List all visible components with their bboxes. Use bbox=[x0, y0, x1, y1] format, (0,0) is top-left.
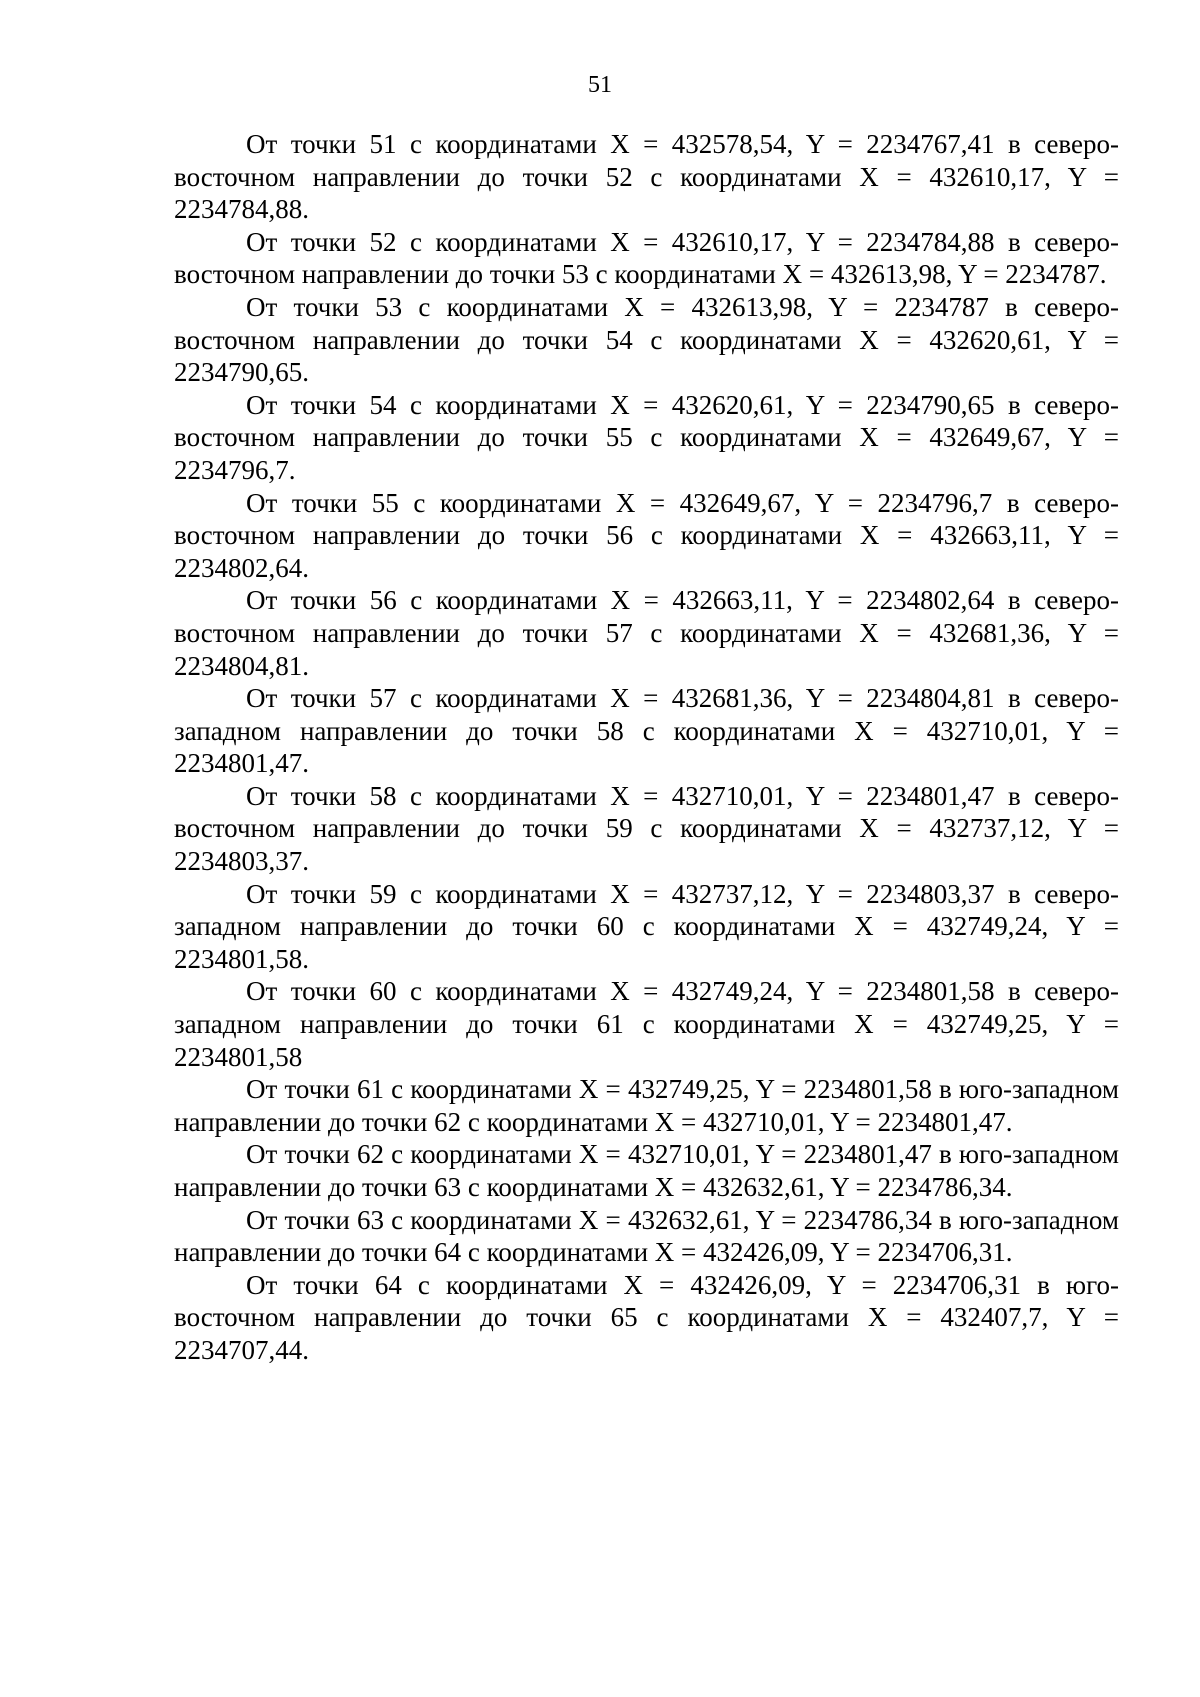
document-body bbox=[174, 128, 1119, 1367]
paragraph-point-57: От точки 57 с координатами X = 432681,36, Y = 2234804,81 в северо-западном направлении до точки 58 с координатами X = 432710,01, Y = 2234801,47. bbox=[174, 683, 1119, 779]
paragraph-point-61: От точки 61 с координатами X = 432749,25, Y = 2234801,58 в юго-западном направлении до точки 62 с координатами X = 432710,01, Y = 2234801,47. bbox=[174, 1074, 1119, 1137]
paragraph-point-63: От точки 63 с координатами X = 432632,61, Y = 2234786,34 в юго-западном направлении до точки 64 с координатами X = 432426,09, Y = 2234706,31. bbox=[174, 1204, 1119, 1268]
page-number: 51 bbox=[588, 72, 612, 98]
paragraph-point-51: От точки 51 с координатами X = 432578,54, Y = 2234767,41 в северо-восточном направлении до точки 52 с координатами X = 432610,17, Y = 2234784,88. bbox=[174, 129, 1119, 225]
paragraph-point-55: От точки 55 с координатами X = 432649,67, Y = 2234796,7 в северо-восточном направлении до точки 56 с координатами X = 432663,11, Y = 2234802,64. bbox=[174, 487, 1119, 583]
paragraph-point-54: От точки 54 с координатами X = 432620,61, Y = 2234790,65 в северо-восточном направлении до точки 55 с координатами X = 432649,67, Y = 2234796,7. bbox=[174, 389, 1119, 485]
paragraph-point-52: От точки 52 с координатами X = 432610,17, Y = 2234784,88 в северо-восточном направлении до точки 53 с координатами X = 432613,98, Y = 2234787. bbox=[174, 226, 1119, 290]
paragraph-point-59: От точки 59 с координатами X = 432737,12, Y = 2234803,37 в северо-западном направлении до точки 60 с координатами X = 432749,24, Y = 2234801,58. bbox=[174, 878, 1119, 974]
paragraph-point-53: От точки 53 с координатами X = 432613,98, Y = 2234787 в северо-восточном направлении до точки 54 с координатами X = 432620,61, Y = 2234790,65. bbox=[174, 291, 1119, 388]
paragraph-point-64: От точки 64 с координатами X = 432426,09, Y = 2234706,31 в юго-восточном направлении до точки 65 с координатами X = 432407,7, Y = 2234707,44. bbox=[174, 1269, 1119, 1365]
paragraph-point-60: От точки 60 с координатами X = 432749,24, Y = 2234801,58 в северо-западном направлении до точки 61 с координатами X = 432749,25, Y = 2234801,58 bbox=[174, 976, 1119, 1072]
paragraph-point-62: От точки 62 с координатами X = 432710,01, Y = 2234801,47 в юго-западном направлении до точки 63 с координатами X = 432632,61, Y = 2234786,34. bbox=[174, 1139, 1119, 1202]
paragraph-point-56: От точки 56 с координатами X = 432663,11, Y = 2234802,64 в северо-восточном направлении до точки 57 с координатами X = 432681,36, Y = 2234804,81. bbox=[174, 585, 1119, 681]
paragraph-point-58: От точки 58 с координатами X = 432710,01, Y = 2234801,47 в северо-восточном направлении до точки 59 с координатами X = 432737,12, Y = 2234803,37. bbox=[174, 780, 1119, 877]
